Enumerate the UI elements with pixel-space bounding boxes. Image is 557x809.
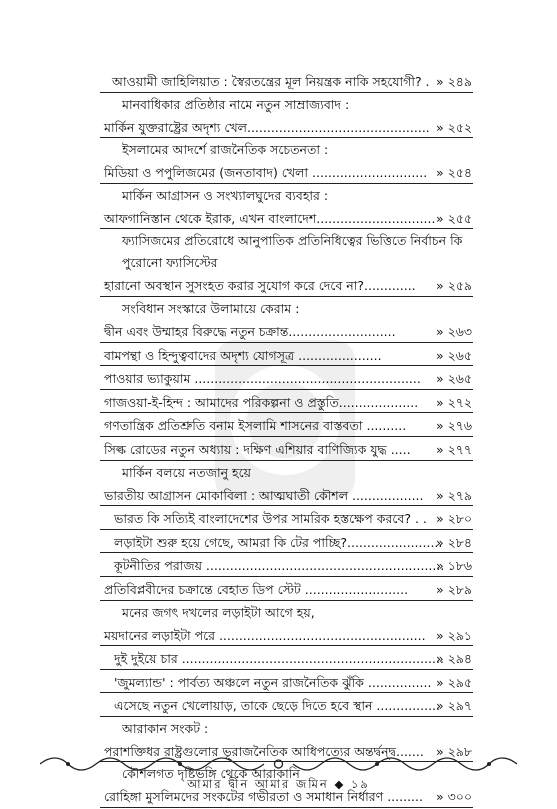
toc-entry xyxy=(0,274,557,298)
toc-heading xyxy=(0,139,557,161)
toc-entry-title: মিডিয়া ও পপুলিজমের (জনতাবাদ) খেলা ............................. xyxy=(104,165,428,181)
toc-entry-page: » ২৯৫ xyxy=(436,674,472,690)
toc-entry xyxy=(0,694,557,718)
toc-entry-title: গণতান্ত্রিক প্রতিশ্রুতি বনাম ইসলামি শাসনের বাস্তবতা .......... xyxy=(104,418,407,434)
toc-heading xyxy=(0,602,557,624)
toc-entry-title: ইসলামের আদর্শে রাজনৈতিক সচেতনতা : xyxy=(122,142,329,158)
toc-entry xyxy=(0,207,557,231)
toc-entry-page: » ২৫২ xyxy=(436,119,472,135)
toc-entry-title: হারানো অবস্থান সুসংহত করার সুযোগ করে দেবে না?............. xyxy=(104,278,416,294)
toc-entry-title: আওয়ামী জাহিলিয়াত : স্বৈরতন্ত্রের মূল নিয়ন্ত্রক নাকি সহযোগী? . xyxy=(112,74,430,89)
toc-entry-title: লড়াইটা শুরু হয়ে গেছে, আমরা কি টের পাচ্ছি?........................ xyxy=(114,534,443,550)
toc-entry-page: » ২৭২ xyxy=(435,394,472,410)
toc-entry xyxy=(0,344,557,368)
toc-entry-title: ফ্যাসিজমের প্রতিরোধে আনুপাতিক প্রতিনিধিত্বের ভিত্তিতে নির্বাচন কি xyxy=(122,233,463,249)
toc-entry-page: » ২৯১ xyxy=(436,627,472,643)
toc-entry-page: » ২৮৯ xyxy=(436,581,472,597)
toc-entry-page: » ১৮৬ xyxy=(436,558,472,574)
toc-entry xyxy=(0,507,557,531)
toc-entry-page: » ৩০০ xyxy=(435,789,472,805)
toc-entry-page: » ২৬৫ xyxy=(436,347,472,363)
toc-entry-page: » ২৬৩ xyxy=(435,323,472,339)
toc-entry-title: মার্কিন বলয়ে নতজানু হয়ে xyxy=(122,464,251,480)
toc-entry-title: দুই দুইয়ে চার .................................................................. xyxy=(114,651,444,667)
decorative-flourish-divider xyxy=(40,756,517,772)
toc-heading xyxy=(0,94,557,116)
table-of-contents xyxy=(0,70,557,809)
toc-entry xyxy=(0,367,557,391)
toc-entry xyxy=(0,624,557,648)
toc-entry-title: কৌশলগত দৃষ্টিভঙ্গি থেকে আরাকানি xyxy=(122,766,300,782)
toc-entry-title: সিল্ক রোডের নতুন অধ্যায় : দক্ষিণ এশিয়ার বাণিজ্যিক যুদ্ধ ..... xyxy=(104,441,411,457)
toc-entry xyxy=(0,531,557,555)
toc-entry-title: পাওয়ার ভ্যাকুয়াম ......................................................... xyxy=(104,371,421,387)
toc-entry xyxy=(0,320,557,344)
toc-entry-title: 'জুমল্যান্ড' : পার্বত্য অঞ্চলে নতুন রাজনৈতিক ঝুঁকি ................ xyxy=(114,674,432,690)
toc-entry-page: » ২৮০ xyxy=(436,511,472,527)
toc-entry-title: মার্কিন যুক্তরাষ্ট্রের অদৃশ্য খেল.............................................. xyxy=(104,119,430,135)
page-footer xyxy=(0,776,557,795)
toc-entry-title: মানবাধিকার প্রতিষ্ঠার নামে নতুন সাম্রাজ্যবাদ : xyxy=(122,96,350,112)
toc-entry-title: ভারত কি সত্যিই বাংলাদেশের উপর সামরিক হস্তক্ষেপ করবে? . . xyxy=(114,511,427,527)
toc-entry-page: » ২৭৭ xyxy=(435,441,472,457)
toc-entry-title: মনের জগৎ দখলের লড়াইটা আগে হয়, xyxy=(122,604,315,620)
toc-entry-page: » ২৫৯ xyxy=(436,278,472,294)
toc-entry-title: বামপন্থা ও হিন্দুত্ববাদের অদৃশ্য যোগসূত্র ..................... xyxy=(104,347,382,363)
toc-entry xyxy=(0,484,557,508)
toc-entry-title: রোহিঙ্গা মুসলিমদের সংকটের গভীরতা ও সমাধান নির্ধারণ ......... xyxy=(104,789,423,805)
toc-entry-title: গাজওয়া-ই-হিন্দ : আমাদের পরিকল্পনা ও প্রস্তুতি.................... xyxy=(104,394,419,410)
toc-entry xyxy=(0,647,557,671)
toc-entry-title: এসেছে নতুন খেলোয়াড়, তাকে ছেড়ে দিতে হবে স্থান ................ xyxy=(114,698,440,714)
toc-entry-title: ময়দানের লড়াইটা পরে .................................................... xyxy=(104,627,426,643)
toc-heading xyxy=(0,252,557,274)
toc-entry-title: কূটনীতির পরাজয় ............................................................ xyxy=(114,558,445,574)
toc-entry-title: প্রতিবিপ্লবীদের চক্রান্তে বেহাত ডিপ স্টেট .......................... xyxy=(104,581,409,597)
toc-entry xyxy=(0,116,557,140)
toc-entry-title: আফগানিস্তান থেকে ইরাক, এখন বাংলাদেশ.............................. xyxy=(104,210,436,226)
toc-entry-title: আরাকান সংকট : xyxy=(122,720,209,736)
toc-entry-title: ভারতীয় আগ্রাসন মোকাবিলা : আত্মঘাতী কৌশল .................. xyxy=(104,487,424,503)
toc-entry xyxy=(0,438,557,462)
toc-entry xyxy=(0,70,557,94)
footer-book-title: আমার দ্বীন আমার জমিন xyxy=(187,777,329,791)
toc-entry-page: » ২৯৮ xyxy=(436,743,472,759)
toc-heading xyxy=(0,185,557,207)
footer-separator: ◆ xyxy=(334,777,346,791)
toc-entry-page: » ২৭৯ xyxy=(436,487,472,503)
toc-heading xyxy=(0,298,557,320)
toc-entry xyxy=(0,391,557,415)
toc-entry-page: » ২৪৯ xyxy=(436,74,472,89)
toc-entry xyxy=(0,414,557,438)
toc-entry-page: » ২৬৫ xyxy=(436,371,472,387)
toc-entry-page: » ২৮৪ xyxy=(436,534,472,550)
toc-entry-title: দ্বীন এবং উম্মাহর বিরুদ্ধে নতুন চক্রান্ত........................... xyxy=(104,323,396,339)
toc-entry-page: » ২৫৫ xyxy=(436,210,472,226)
toc-entry-page: » ২৭৬ xyxy=(435,418,472,434)
toc-heading xyxy=(0,230,557,252)
toc-entry-title: পুরোনো ফ্যাসিস্টের xyxy=(122,255,218,271)
toc-heading xyxy=(0,462,557,484)
toc-heading xyxy=(0,718,557,740)
toc-entry-page: » ২৯৪ xyxy=(436,651,472,667)
toc-entry-title: পরাশক্তিধর রাষ্ট্রগুলোর ভূরাজনৈতিক আধিপত্যের অন্তর্দ্বন্দ্ব....... xyxy=(104,743,424,759)
toc-entry xyxy=(0,161,557,185)
toc-entry-title: সংবিধান সংস্কারে উলামায়ে কেরাম : xyxy=(122,300,300,316)
toc-entry xyxy=(0,578,557,602)
toc-entry-page: » ২৯৭ xyxy=(436,698,472,714)
toc-entry xyxy=(0,554,557,578)
toc-entry xyxy=(0,671,557,695)
toc-entry-title: মার্কিন আগ্রাসন ও সংখ্যালঘুদের ব্যবহার : xyxy=(122,187,329,203)
toc-entry-page: » ২৫৪ xyxy=(436,165,472,181)
footer-page-number: ১৯ xyxy=(350,777,370,791)
